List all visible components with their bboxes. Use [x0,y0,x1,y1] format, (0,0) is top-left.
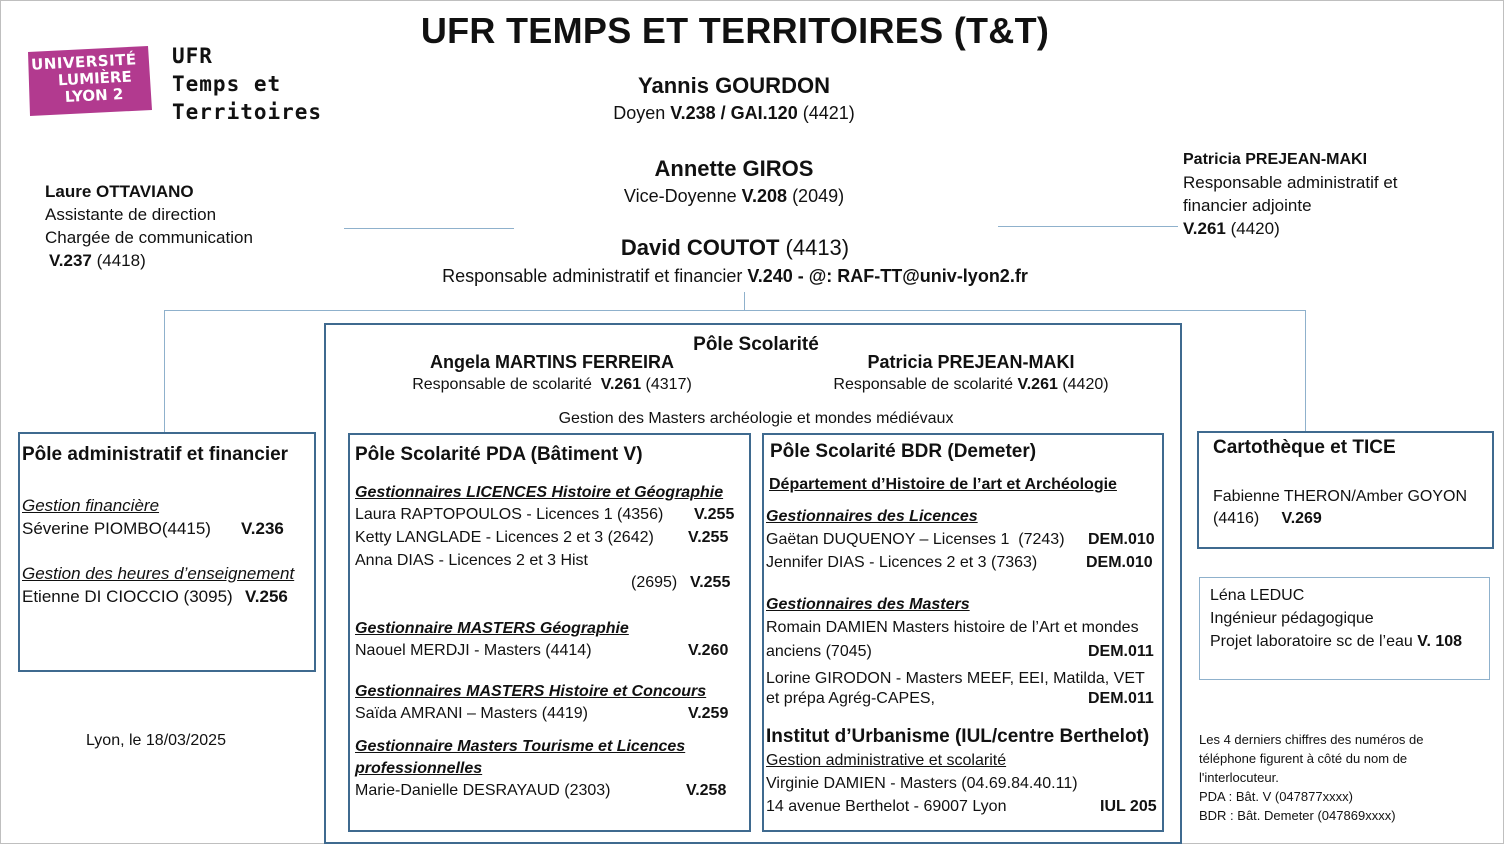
resp-1-phone: (4317) [645,376,692,393]
deputy-name: Patricia PREJEAN-MAKI [1183,151,1368,168]
raf-email[interactable]: RAF-TT@univ-lyon2.fr [837,266,1028,286]
iul-title: Institut d’Urbanisme (IUL/centre Berthelot) [766,726,1150,747]
lena-office: V. 108 [1417,633,1463,650]
iul-row-2: 14 avenue Berthelot - 69007 Lyon [766,798,1007,815]
page-title: UFR TEMPS ET TERRITOIRES (T&T) [420,10,1050,51]
assistant-office: V.237 [49,251,92,270]
raf-office: V.240 [747,266,793,286]
pda-section-masters-hist: Gestionnaires MASTERS Histoire et Concours [355,683,707,700]
bdr-row-3b: anciens (7045) [766,643,872,660]
pole-admin-section-2: Gestion des heures d’enseignement [22,564,295,583]
ufr-logo-line-2: Temps et [172,72,282,96]
ufr-logo-line-1: UFR [172,44,213,68]
connector-raf-down [744,292,745,310]
cartotheque-phone: (4416) [1213,510,1260,527]
pda-row-6-office: V.258 [686,782,727,799]
pda-row-4: Naouel MERDJI - Masters (4414) [355,642,592,659]
bdr-title: Pôle Scolarité BDR (Demeter) [770,441,1037,462]
iul-section: Gestion administrative et scolarité [766,752,1007,769]
ufr-logo-line-3: Territoires [172,100,323,124]
raf-role: Responsable administratif et financier [442,266,743,286]
pole-admin-content [22,443,310,608]
raf-email-sep: - @: [792,266,838,286]
vice-dean-phone: (2049) [792,186,845,206]
footnote-line-1: Les 4 derniers chiffres des numéros de [1199,732,1424,747]
raf-phone: (4413) [785,235,850,260]
pda-row-3-office: V.255 [690,574,731,591]
cartotheque-office: V.269 [1281,510,1322,527]
resp-1-block [352,350,752,396]
resp-2-block [771,350,1171,396]
dean-name: Yannis GOURDON [638,73,830,98]
resp-2-office: V.261 [1017,376,1058,393]
pole-admin-person-1: Séverine PIOMBO(4415) [22,519,211,538]
pda-title: Pôle Scolarité PDA (Bâtiment V) [355,444,643,465]
assistant-block [45,180,253,272]
date-line: Lyon, le 18/03/2025 [86,732,226,749]
bdr-row-2-office: DEM.010 [1086,554,1153,571]
bdr-row-3-office: DEM.011 [1088,643,1154,660]
bdr-row-4-office: DEM.011 [1088,690,1154,707]
cartotheque-title: Cartothèque et TICE [1213,437,1396,458]
assistant-role-1: Assistante de direction [45,205,217,224]
lena-content [1210,584,1490,653]
pole-admin-person-2: Etienne DI CIOCCIO (3095) [22,587,233,606]
ufr-logo-text [172,42,322,126]
pda-row-2-office: V.255 [688,529,729,546]
iul-row-2-office: IUL 205 [1100,798,1157,815]
bdr-row-1-office: DEM.010 [1088,531,1155,548]
pda-row-3-phone: (2695) [631,574,678,591]
lena-role: Ingénieur pédagogique [1210,610,1374,627]
resp-2-phone: (4420) [1062,376,1109,393]
assistant-name: Laure OTTAVIANO [45,182,194,201]
pda-section-tourisme-2: professionnelles [355,760,483,777]
bdr-section-licences: Gestionnaires des Licences [766,508,978,525]
footnote-line-3: l'interlocuteur. [1199,770,1279,785]
vice-dean-name: Annette GIROS [654,156,814,181]
pda-section-masters-geo: Gestionnaire MASTERS Géographie [355,620,629,637]
cartotheque-person: Fabienne THERON/Amber GOYON [1213,488,1468,505]
univ-lyon2-logo [24,44,156,120]
pda-row-5-office: V.259 [688,705,729,722]
footnote-line-5: BDR : Bât. Demeter (047869xxxx) [1199,808,1396,823]
bdr-department: Département d’Histoire de l’art et Archéologie [769,476,1117,493]
resp-2-role: Responsable de scolarité [833,376,1014,393]
raf-name: David COUTOT [620,235,780,260]
connector-right-down [1305,310,1306,432]
logo-line-3: LYON 2 [64,85,124,107]
pole-admin-office-2: V.256 [245,587,288,606]
deputy-phone: (4420) [1230,219,1280,238]
deputy-role-2: financier adjointe [1183,196,1312,215]
footnote [1199,730,1424,825]
bdr-section-masters: Gestionnaires des Masters [766,596,970,613]
pda-row-1-office: V.255 [694,506,735,523]
iul-row-1: Virginie DAMIEN - Masters (04.69.84.40.11) [766,775,1078,792]
footnote-line-4: PDA : Bât. V (047877xxxx) [1199,789,1353,804]
pda-row-4-office: V.260 [688,642,729,659]
pole-admin-section-1: Gestion financière [22,496,160,515]
resp-1-office: V.261 [600,376,642,393]
deputy-role-1: Responsable administratif et [1183,173,1398,192]
pda-section-tourisme-1: Gestionnaire Masters Tourisme et Licences [355,738,686,755]
lena-name: Léna LEDUC [1210,587,1305,604]
vice-dean-office: V.208 [741,186,788,206]
footnote-line-2: téléphone figurent à côté du nom de [1199,751,1408,766]
pole-admin-office-1: V.236 [241,519,284,538]
resp-2-name: Patricia PREJEAN-MAKI [867,352,1075,372]
vice-dean-role: Vice-Doyenne [623,186,737,206]
connector-left-stub [344,228,514,229]
assistant-phone: (4418) [96,251,146,270]
bdr-row-2: Jennifer DIAS - Licences 2 et 3 (7363) [766,554,1038,571]
pda-row-1: Laura RAPTOPOULOS - Licences 1 (4356) [355,506,664,523]
deputy-block [1183,148,1398,240]
pole-admin-title: Pôle administratif et financier [22,444,289,465]
connector-right-stub [998,226,1178,227]
lena-project: Projet laboratoire sc de l’eau [1210,633,1413,650]
bdr-row-1: Gaëtan DUQUENOY – Licenses 1 (7243) [766,531,1065,548]
pda-section-licences: Gestionnaires LICENCES Histoire et Géographie [355,484,724,501]
pda-row-2: Ketty LANGLADE - Licences 2 et 3 (2642) [355,529,654,546]
pole-scolarite-title: Pôle Scolarité [693,334,819,355]
resp-1-name: Angela MARTINS FERREIRA [429,352,674,372]
bdr-row-3a: Romain DAMIEN Masters histoire de l’Art et mondes [766,619,1139,636]
dean-role: Doyen [613,103,666,123]
deputy-office: V.261 [1183,219,1226,238]
connector-horizontal [164,310,1306,311]
logo-line-1: UNIVERSITÉ [30,50,138,74]
bdr-content [766,439,1161,818]
masters-note: Gestion des Masters archéologie et mondes médiévaux [558,410,954,427]
vice-dean-block [534,155,934,209]
bdr-row-4b: et prépa Agrég-CAPES, [766,690,935,707]
resp-1-role: Responsable de scolarité [412,376,592,393]
pda-row-6: Marie-Danielle DESRAYAUD (2303) [355,782,611,799]
dean-block [534,72,934,126]
connector-left-down [164,310,165,432]
raf-block [370,234,1100,290]
dean-phone: (4421) [802,103,855,123]
bdr-row-4a: Lorine GIRODON - Masters MEEF, EEI, Matilda, VET [766,670,1145,687]
assistant-role-2: Chargée de communication [45,228,253,247]
pda-row-3: Anna DIAS - Licences 2 et 3 Hist [355,552,588,569]
cartotheque-content [1213,436,1488,530]
pda-row-5: Saïda AMRANI – Masters (4419) [355,705,588,722]
logo-line-2: LUMIÈRE [57,67,133,90]
dean-office: V.238 / GAI.120 [670,103,798,123]
pda-content [355,442,740,803]
